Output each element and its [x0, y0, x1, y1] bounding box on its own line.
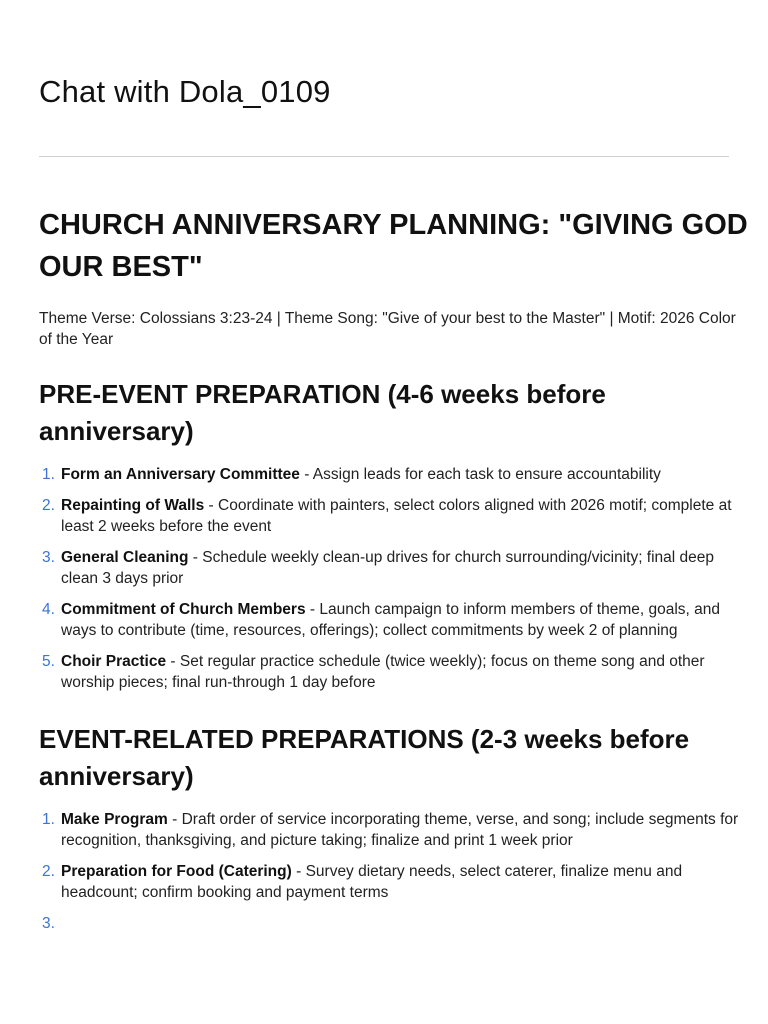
section-event-related: [39, 721, 751, 932]
item-text: - Launch campaign to inform members of theme, goals, and ways to contribute (time, resources, offerings); collect commitments by week 2 of planning: [61, 601, 720, 639]
item-label: Repainting of Walls: [61, 497, 205, 514]
section-title: PRE-EVENT PREPARATION (4-6 weeks before anniversary): [39, 379, 606, 446]
list-number: 3.: [42, 549, 55, 566]
item-text: - Assign leads for each task to ensure accountability: [299, 466, 661, 483]
header-divider: [39, 156, 729, 157]
list-number: 2.: [42, 497, 55, 514]
list-number: 5.: [42, 653, 55, 670]
item-text: - Set regular practice schedule (twice weekly); focus on theme song and other worship pieces; final run-through 1 day before: [61, 653, 705, 691]
list-item: [39, 861, 751, 903]
list-number: 3.: [42, 915, 55, 932]
item-text: - Coordinate with painters, select colors aligned with 2026 motif; complete at least 2 weeks before the event: [61, 497, 732, 535]
list-item: [39, 547, 751, 589]
item-label: Preparation for Food (Catering): [61, 863, 292, 880]
list-item: [39, 651, 751, 693]
item-label: Form an Anniversary Committee: [61, 466, 300, 483]
message-content: [39, 204, 751, 932]
item-text: - Schedule weekly clean-up drives for church surrounding/vicinity; final deep clean 3 days prior: [61, 549, 715, 587]
item-label: Commitment of Church Members: [61, 601, 306, 618]
theme-line: Theme Verse: Colossians 3:23-24 | Theme Song: "Give of your best to the Master" | Motif: 2026 Color of the Year: [39, 310, 736, 348]
item-text: - Draft order of service incorporating theme, verse, and song; include segments for recognition, thanksgiving, and picture taking; finalize and print 1 week prior: [61, 811, 739, 849]
list-number: 2.: [42, 863, 55, 880]
list-number: 4.: [42, 601, 55, 618]
list-item: [39, 809, 751, 851]
task-list: [39, 809, 751, 932]
task-list: [39, 464, 751, 693]
list-item: [39, 495, 751, 537]
item-text: - Survey dietary needs, select caterer, finalize menu and headcount; confirm booking and payment terms: [61, 863, 683, 901]
item-label: Make Program: [61, 811, 168, 828]
list-item: [39, 464, 751, 485]
document-title: CHURCH ANNIVERSARY PLANNING: "GIVING GOD OUR BEST": [39, 209, 748, 283]
chat-title: Chat with Dola_0109: [39, 74, 331, 109]
list-number: 1.: [42, 811, 55, 828]
item-label: General Cleaning: [61, 549, 189, 566]
item-label: Choir Practice: [61, 653, 167, 670]
list-item: [39, 599, 751, 641]
section-title: EVENT-RELATED PREPARATIONS (2-3 weeks before anniversary): [39, 724, 690, 791]
list-number: 1.: [42, 466, 55, 483]
section-pre-event: [39, 376, 751, 693]
